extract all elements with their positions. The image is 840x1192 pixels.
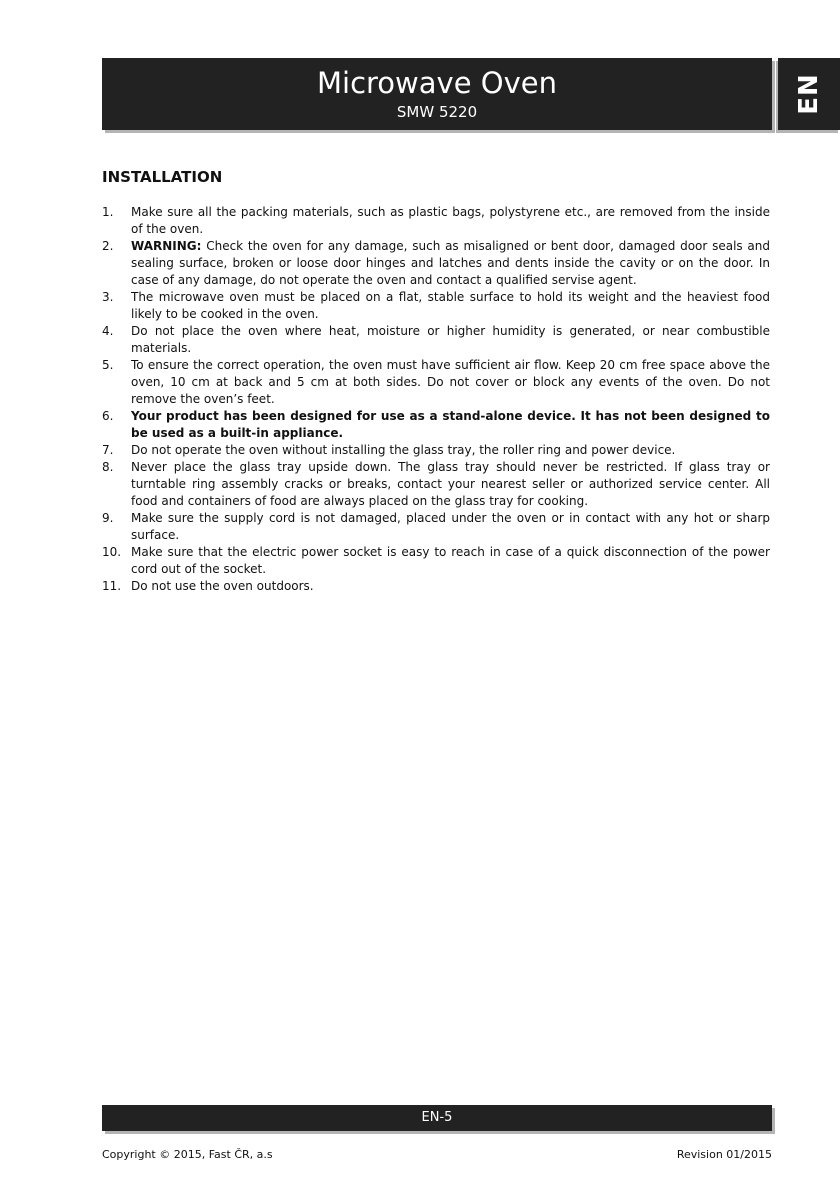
copyright-notice: Copyright © 2015, Fast ČR, a.s	[102, 1148, 273, 1161]
item-number: 3.	[102, 290, 114, 304]
language-tab	[778, 58, 840, 130]
item-text: Do not place the oven where heat, moisture or higher humidity is generated, or near combustible materials.	[131, 324, 770, 355]
item-lead: Your product has been designed for use as a stand-alone device. It has not been designed to be used as a built-in appliance.	[131, 409, 770, 440]
item-number: 8.	[102, 460, 114, 474]
list-item	[102, 408, 770, 442]
item-text: Make sure the supply cord is not damaged, placed under the oven or in contact with any hot or sharp surface.	[131, 511, 770, 542]
item-text: Do not use the oven outdoors.	[131, 579, 314, 593]
item-text: The microwave oven must be placed on a flat, stable surface to hold its weight and the heaviest food likely to be cooked in the oven.	[131, 290, 770, 321]
list-item	[102, 578, 770, 595]
list-item	[102, 510, 770, 544]
item-number: 2.	[102, 239, 114, 253]
item-number: 4.	[102, 324, 114, 338]
list-item	[102, 238, 770, 289]
section-heading: INSTALLATION	[102, 168, 223, 186]
item-number: 1.	[102, 205, 114, 219]
language-label: EN	[794, 73, 824, 115]
item-text: Make sure all the packing materials, such as plastic bags, polystyrene etc., are removed from the inside of the oven.	[131, 205, 770, 236]
header-bar	[102, 58, 772, 130]
footer-bar	[102, 1105, 772, 1131]
item-text: Check the oven for any damage, such as misaligned or bent door, damaged door seals and sealing surface, broken or loose door hinges and latches and dents inside the cavity or on the door. In case of any damage, do not operate the oven and contact a qualified servise agent.	[131, 239, 770, 287]
item-text: Make sure that the electric power socket is easy to reach in case of a quick disconnection of the power cord out of the socket.	[131, 545, 770, 576]
item-text: To ensure the correct operation, the oven must have sufficient air flow. Keep 20 cm free space above the oven, 10 cm at back and 5 cm at both sides. Do not cover or block any events of the oven. Do not remove the oven’s feet.	[131, 358, 770, 406]
list-item	[102, 357, 770, 408]
page-number: EN-5	[421, 1110, 453, 1125]
list-item	[102, 459, 770, 510]
item-text: Never place the glass tray upside down. The glass tray should never be restricted. If glass tray or turntable ring assembly cracks or breaks, contact your nearest seller or authorized service center. All food and containers of food are always placed on the glass tray for cooking.	[131, 460, 770, 508]
list-item	[102, 323, 770, 357]
item-lead: WARNING:	[131, 239, 202, 253]
list-item	[102, 289, 770, 323]
revision-label: Revision 01/2015	[676, 1148, 772, 1161]
item-number: 7.	[102, 443, 114, 457]
list-item	[102, 544, 770, 578]
model-number: SMW 5220	[396, 103, 478, 121]
list-item	[102, 204, 770, 238]
item-number: 11.	[102, 579, 122, 593]
list-item	[102, 442, 770, 459]
item-number: 6.	[102, 409, 114, 423]
installation-list	[102, 204, 770, 595]
item-number: 10.	[102, 545, 122, 559]
item-number: 5.	[102, 358, 114, 372]
item-number: 9.	[102, 511, 114, 525]
item-text: Do not operate the oven without installing the glass tray, the roller ring and power device.	[131, 443, 676, 457]
document-title: Microwave Oven	[317, 66, 557, 100]
